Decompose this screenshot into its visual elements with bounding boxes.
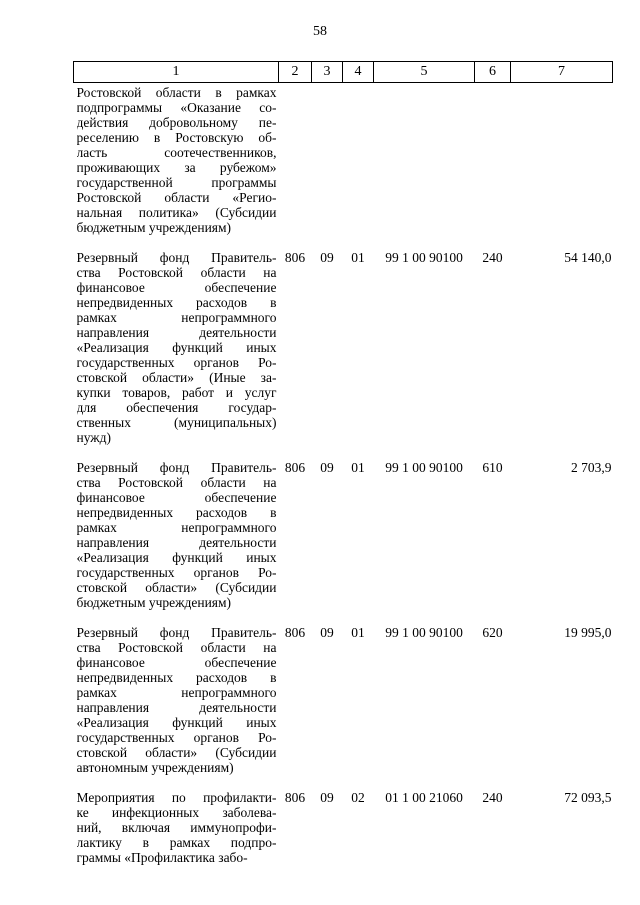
description-line: действия добровольному пе-	[76, 115, 277, 130]
description-line: подпрограммы «Оказание со-	[76, 100, 277, 115]
cell-vr: 240	[482, 790, 503, 805]
description-line: непредвиденных расходов в	[76, 295, 277, 310]
cell-rz: 09	[320, 460, 334, 475]
cell-csr: 99 1 00 90100	[385, 250, 463, 265]
description-line: государственных органов Ро-	[76, 565, 277, 580]
description-line: финансовое обеспечение	[76, 490, 277, 505]
description-line: бюджетным учреждениям)	[76, 595, 232, 610]
column-header: 6	[475, 62, 511, 83]
cell-csr: 99 1 00 90100	[385, 460, 463, 475]
cell-vr	[475, 83, 511, 236]
cell-grbs	[279, 83, 312, 236]
description-line: «Реализация функций иных	[76, 550, 277, 565]
row-description	[74, 775, 279, 865]
cell-pr: 01	[351, 625, 365, 640]
cell-rz: 09	[320, 625, 334, 640]
description-line: нальная политика» (Субсидии	[76, 205, 277, 220]
description-line: реселению в Ростовскую об-	[76, 130, 277, 145]
description-line: «Реализация функций иных	[76, 340, 277, 355]
column-header: 2	[279, 62, 312, 83]
description-line: Резервный фонд Правитель-	[76, 460, 277, 475]
cell-rz: 09	[320, 790, 334, 805]
cell-sum	[511, 83, 613, 236]
description-line: стовской области» (Субсидии	[76, 580, 277, 595]
cell-grbs: 806	[284, 625, 306, 640]
description-line: для обеспечения государ-	[76, 400, 277, 415]
row-description	[74, 610, 279, 775]
row-description	[74, 235, 279, 445]
description-line: рамках непрограммного	[76, 685, 277, 700]
table-row	[74, 610, 613, 775]
description-line: направления деятельности	[76, 325, 277, 340]
description-line: «Реализация функций иных	[76, 715, 277, 730]
description-line: Резервный фонд Правитель-	[76, 625, 277, 640]
description-line: государственных органов Ро-	[76, 355, 277, 370]
table-row	[74, 445, 613, 610]
description-line: непредвиденных расходов в	[76, 505, 277, 520]
cell-pr: 02	[351, 790, 365, 805]
column-header: 3	[312, 62, 343, 83]
description-line: направления деятельности	[76, 700, 277, 715]
description-line: Ростовской области в рамках	[76, 85, 277, 100]
cell-pr: 01	[351, 250, 365, 265]
description-line: Ростовской области «Регио-	[76, 190, 277, 205]
description-line: Мероприятия по профилакти-	[76, 790, 277, 805]
page-number: 58	[313, 24, 327, 39]
cell-csr: 01 1 00 21060	[385, 790, 463, 805]
description-line: ства Ростовской области на	[76, 475, 277, 490]
description-line: финансовое обеспечение	[76, 655, 277, 670]
description-line: финансовое обеспечение	[76, 280, 277, 295]
cell-vr: 240	[482, 250, 503, 265]
description-line: автономным учреждениям)	[76, 760, 234, 775]
description-line: стовской области» (Субсидии	[76, 745, 277, 760]
description-line: ке инфекционных заболева-	[76, 805, 277, 820]
cell-sum: 19 995,0	[564, 625, 612, 640]
description-line: ственных (муниципальных)	[76, 415, 277, 430]
description-line: стовской области» (Иные за-	[76, 370, 277, 385]
table-body	[74, 83, 613, 866]
row-description	[74, 83, 279, 236]
cell-rz	[312, 83, 343, 236]
description-line: купки товаров, работ и услуг	[76, 385, 277, 400]
description-line: государственных органов Ро-	[76, 730, 277, 745]
column-header: 4	[343, 62, 374, 83]
cell-pr	[343, 83, 374, 236]
table-row	[74, 775, 613, 865]
cell-sum: 2 703,9	[571, 460, 612, 475]
description-line: Резервный фонд Правитель-	[76, 250, 277, 265]
description-line: непредвиденных расходов в	[76, 670, 277, 685]
column-header: 5	[374, 62, 475, 83]
cell-sum: 54 140,0	[564, 250, 612, 265]
table-row	[74, 83, 613, 236]
row-description	[74, 445, 279, 610]
cell-sum: 72 093,5	[564, 790, 612, 805]
description-line: лактику в рамках подпро-	[76, 835, 277, 850]
description-line: государственной программы	[76, 175, 277, 190]
cell-vr: 610	[482, 460, 503, 475]
header-row	[74, 62, 613, 83]
description-line: граммы «Профилактика забо-	[76, 850, 248, 865]
cell-rz: 09	[320, 250, 334, 265]
table-row	[74, 235, 613, 445]
budget-table	[73, 61, 613, 865]
column-header: 7	[511, 62, 613, 83]
cell-grbs: 806	[284, 250, 306, 265]
description-line: нужд)	[76, 430, 111, 445]
description-line: ства Ростовской области на	[76, 265, 277, 280]
cell-csr	[374, 83, 475, 236]
cell-grbs: 806	[284, 790, 306, 805]
description-line: ласть соотечественников,	[76, 145, 277, 160]
description-line: проживающих за рубежом»	[76, 160, 277, 175]
column-header: 1	[74, 62, 279, 83]
description-line: ний, включая иммунопрофи-	[76, 820, 277, 835]
description-line: рамках непрограммного	[76, 310, 277, 325]
description-line: рамках непрограммного	[76, 520, 277, 535]
cell-vr: 620	[482, 625, 503, 640]
cell-grbs: 806	[284, 460, 306, 475]
cell-pr: 01	[351, 460, 365, 475]
description-line: бюджетным учреждениям)	[76, 220, 232, 235]
description-line: ства Ростовской области на	[76, 640, 277, 655]
description-line: направления деятельности	[76, 535, 277, 550]
cell-csr: 99 1 00 90100	[385, 625, 463, 640]
